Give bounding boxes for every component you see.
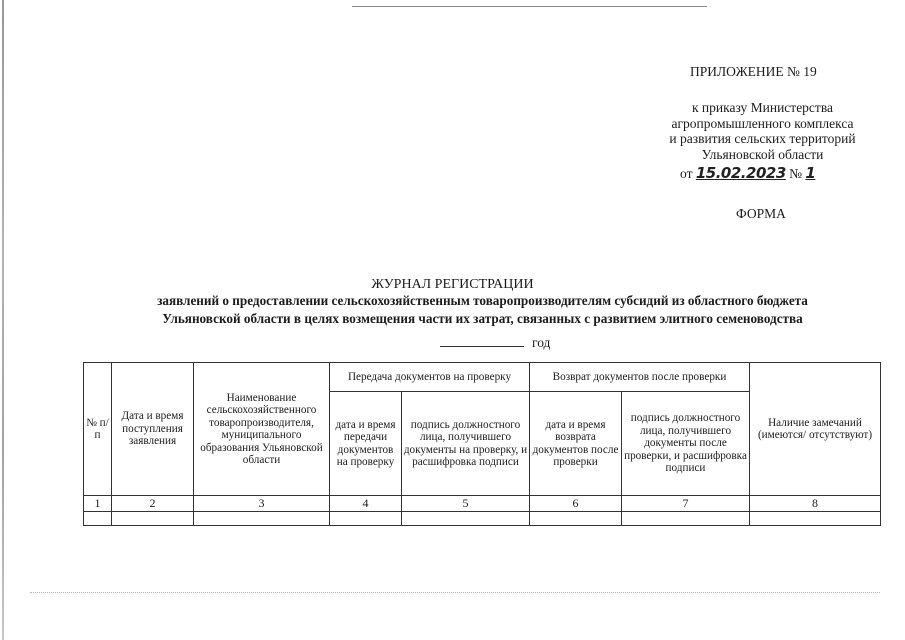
order-date: 15.02.2023 (695, 164, 786, 182)
col-header: № п/п (84, 363, 112, 496)
group-header-return: Возврат документов после проверки (530, 363, 750, 392)
column-number: 1 (84, 496, 112, 512)
col-header: подпись должностного лица, получившего документы на проверку, и расшифровка подписи (402, 392, 530, 496)
header-row-groups (84, 363, 881, 392)
column-number: 7 (622, 496, 750, 512)
appendix-title: ПРИЛОЖЕНИЕ № 19 (690, 64, 817, 79)
date-prefix: от (680, 166, 693, 181)
subtitle-line: Ульяновской области в целях возмещения части их затрат, связанных с развитием элитного семеноводства (162, 311, 803, 326)
table-cell (112, 512, 194, 526)
table-cell (84, 512, 112, 526)
form-label: ФОРМА (736, 206, 786, 221)
scan-artifact-edge (2, 0, 4, 640)
order-line: Ульяновской области (701, 146, 824, 162)
column-number: 8 (750, 496, 881, 512)
column-number-row (84, 496, 881, 512)
scan-artifact-dots (30, 592, 880, 594)
column-number: 5 (402, 496, 530, 512)
subtitle-line: заявлений о предоставлении сельскохозяйственным товаропроизводителям субсидий из областного бюджета (157, 293, 808, 308)
table-cell (622, 512, 750, 526)
year-row (440, 334, 550, 351)
table-cell (330, 512, 402, 526)
group-header-transfer: Передача документов на проверку (330, 363, 530, 392)
year-blank (440, 334, 524, 347)
order-line: к приказу Министерства (691, 100, 834, 115)
journal-title: ЖУРНАЛ РЕГИСТРАЦИИ (371, 277, 534, 292)
table-cell (402, 512, 530, 526)
col-header: Наименование сельскохозяйственного товаропроизводителя, муниципального образования Ульяновской области (194, 363, 330, 496)
order-date-row (680, 164, 815, 182)
order-number: 1 (805, 164, 816, 182)
scan-artifact-line (352, 6, 707, 7)
number-label: № (789, 166, 803, 181)
table-cell (530, 512, 622, 526)
column-number: 3 (194, 496, 330, 512)
registration-table (83, 362, 881, 526)
table-cell (750, 512, 881, 526)
column-number: 2 (112, 496, 194, 512)
table-cell (194, 512, 330, 526)
col-header: дата и время передачи документов на проверку (330, 392, 402, 496)
col-header: дата и время возврата документов после проверки (530, 392, 622, 496)
col-header: Наличие замечаний (имеются/ отсутствуют) (750, 363, 881, 496)
column-number: 6 (530, 496, 622, 512)
order-reference (640, 100, 885, 162)
col-header: Дата и время поступления заявления (112, 363, 194, 496)
order-line: агропромышленного комплекса (671, 115, 854, 131)
col-header: подпись должностного лица, получившего документы после проверки, и расшифровка подписи (622, 392, 750, 496)
column-number: 4 (330, 496, 402, 512)
journal-subtitle (60, 292, 905, 328)
order-line: и развития сельских территорий (669, 131, 856, 146)
year-label: год (532, 335, 551, 350)
table-row (84, 512, 881, 526)
